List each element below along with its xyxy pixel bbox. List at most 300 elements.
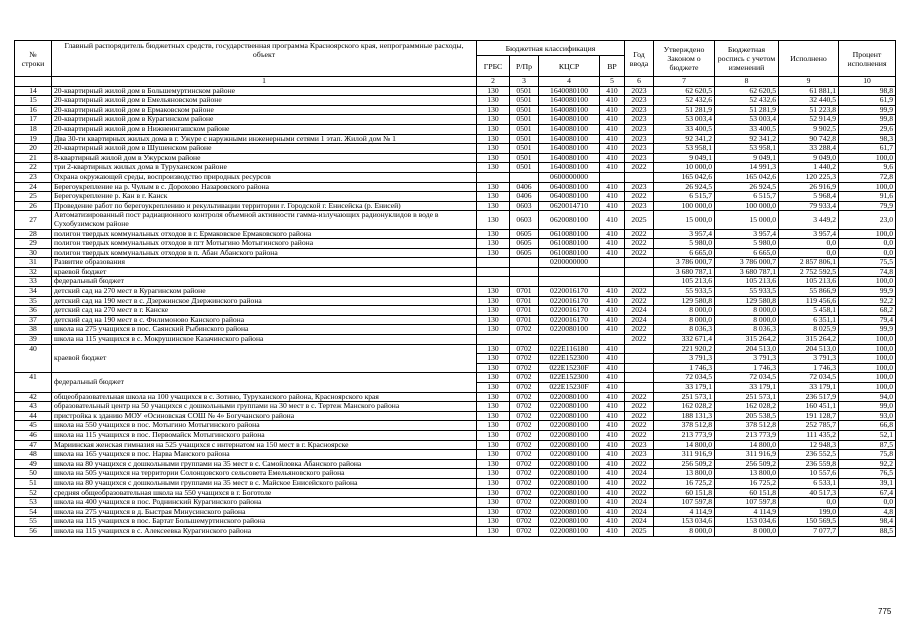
table-cell: 130 bbox=[477, 421, 510, 431]
table-cell: 130 bbox=[477, 239, 510, 249]
table-cell: 9 bbox=[779, 77, 839, 87]
table-cell: 2022 bbox=[625, 248, 654, 258]
table-cell: 120 225,3 bbox=[779, 172, 839, 182]
table-cell: 0702 bbox=[510, 402, 539, 412]
table-cell: школа на 80 учащихся с дошкольными группами на 35 мест в с. Майское Енисейского района bbox=[52, 478, 477, 488]
table-cell: 2022 bbox=[625, 488, 654, 498]
table-cell: 410 bbox=[600, 526, 625, 536]
table-cell: 130 bbox=[477, 450, 510, 460]
table-cell: 0702 bbox=[510, 469, 539, 479]
table-cell: 39 bbox=[15, 335, 52, 345]
table-cell: 410 bbox=[600, 124, 625, 134]
table-cell: 130 bbox=[477, 402, 510, 412]
table-cell: 2022 bbox=[625, 163, 654, 173]
table-cell: 8-квартирный жилой дом в Ужурском районе bbox=[52, 153, 477, 163]
table-cell: 16 725,2 bbox=[654, 478, 715, 488]
table-cell: 6 bbox=[625, 77, 654, 87]
table-cell: 39,1 bbox=[839, 478, 896, 488]
table-cell: 9 049,0 bbox=[779, 153, 839, 163]
table-cell: 0702 bbox=[510, 507, 539, 517]
table-cell: 35 bbox=[15, 296, 52, 306]
table-cell bbox=[625, 172, 654, 182]
table-cell bbox=[600, 335, 625, 345]
table-cell: 0501 bbox=[510, 134, 539, 144]
table-row bbox=[15, 335, 896, 345]
table-cell: 8 bbox=[715, 77, 779, 87]
table-cell: 2024 bbox=[625, 315, 654, 325]
table-cell: 5 980,0 bbox=[654, 239, 715, 249]
table-row bbox=[15, 402, 896, 412]
table-cell: 0702 bbox=[510, 488, 539, 498]
table-cell: Автоматизированный пост радиационного контроля объемной активности гамма-излучающих радионуклидов в воде в Сухобузимском районе bbox=[52, 211, 477, 229]
table-cell: 130 bbox=[477, 478, 510, 488]
table-cell: 1 bbox=[52, 77, 477, 87]
table-cell: 79,4 bbox=[839, 315, 896, 325]
table-cell: 3 957,4 bbox=[779, 229, 839, 239]
table-cell: 9 049,1 bbox=[715, 153, 779, 163]
table-cell: школа на 115 учащихся в пос. Первомайск Мотыгинского района bbox=[52, 430, 477, 440]
table-cell: 0501 bbox=[510, 105, 539, 115]
table-cell: 20-квартирный жилой дом в Емельяновском районе bbox=[52, 96, 477, 106]
table-cell: 410 bbox=[600, 153, 625, 163]
table-cell: детский сад на 270 мест в г. Канске bbox=[52, 306, 477, 316]
table-cell: 0501 bbox=[510, 124, 539, 134]
table-cell: 1 746,3 bbox=[654, 363, 715, 373]
table-row bbox=[15, 526, 896, 536]
table-cell: 236 552,5 bbox=[779, 450, 839, 460]
table-cell: 2024 bbox=[625, 517, 654, 527]
table-cell bbox=[510, 258, 539, 268]
table-cell: 2024 bbox=[625, 306, 654, 316]
table-cell: 0605 bbox=[510, 248, 539, 258]
table-cell: 1640080100 bbox=[539, 144, 600, 154]
table-cell: краевой бюджет bbox=[52, 267, 477, 277]
table-cell: 26 bbox=[15, 201, 52, 211]
table-cell: 8 036,3 bbox=[654, 325, 715, 335]
table-cell: 72 034,5 bbox=[779, 373, 839, 383]
table-cell: 130 bbox=[477, 430, 510, 440]
table-cell: 2025 bbox=[625, 211, 654, 229]
table-row bbox=[15, 507, 896, 517]
table-cell: 56 bbox=[15, 526, 52, 536]
table-cell: 62 620,5 bbox=[654, 86, 715, 96]
table-cell: 20-квартирный жилой дом в Ермаковском районе bbox=[52, 105, 477, 115]
table-cell: 40 bbox=[15, 344, 52, 373]
table-cell: 236 559,8 bbox=[779, 459, 839, 469]
table-row bbox=[15, 248, 896, 258]
table-cell: полигон твердых коммунальных отходов в пгт Мотыгино Мотыгинского района bbox=[52, 239, 477, 249]
budget-table-container bbox=[14, 40, 896, 537]
table-cell: 2 752 592,5 bbox=[779, 267, 839, 277]
table-cell: 410 bbox=[600, 287, 625, 297]
table-cell: 2023 bbox=[625, 153, 654, 163]
table-cell: 14 800,0 bbox=[715, 440, 779, 450]
table-cell: 55 933,5 bbox=[715, 287, 779, 297]
table-cell: 0701 bbox=[510, 287, 539, 297]
table-cell: 410 bbox=[600, 248, 625, 258]
table-cell bbox=[625, 354, 654, 364]
table-cell: 0702 bbox=[510, 478, 539, 488]
table-cell: 410 bbox=[600, 411, 625, 421]
table-cell: 20-квартирный жилой дом в Нижнеингашском районе bbox=[52, 124, 477, 134]
table-cell: 130 bbox=[477, 373, 510, 383]
table-row bbox=[15, 287, 896, 297]
table-cell: 0220080100 bbox=[539, 469, 600, 479]
table-cell: 0702 bbox=[510, 392, 539, 402]
table-cell: 0603 bbox=[510, 201, 539, 211]
table-cell: 410 bbox=[600, 182, 625, 192]
col-header-year: Год ввода bbox=[625, 41, 654, 77]
table-cell: 130 bbox=[477, 134, 510, 144]
table-cell: Охрана окружающей среды, воспроизводство природных ресурсов bbox=[52, 172, 477, 182]
table-cell: пристройка к зданию МОУ «Осиновская СОШ № 4» Богучанского района bbox=[52, 411, 477, 421]
table-cell: 1 746,3 bbox=[715, 363, 779, 373]
table-cell: 1640080100 bbox=[539, 105, 600, 115]
table-cell: 8 000,0 bbox=[715, 306, 779, 316]
table-cell: 72 034,5 bbox=[715, 373, 779, 383]
table-cell: 4,8 bbox=[839, 507, 896, 517]
table-cell: 107 597,8 bbox=[654, 498, 715, 508]
table-cell: три 2-квартирных жилых дома в Туруханском районе bbox=[52, 163, 477, 173]
table-cell: 37 bbox=[15, 315, 52, 325]
table-cell: 0406 bbox=[510, 192, 539, 202]
table-cell: 410 bbox=[600, 296, 625, 306]
col-header-executed: Исполнено bbox=[779, 41, 839, 77]
col-header-rpr: Р/Пр bbox=[510, 56, 539, 77]
table-cell: образовательный центр на 50 учащихся с дошкольными группами на 30 мест в с. Тертеж Манского района bbox=[52, 402, 477, 412]
table-cell: 4 bbox=[539, 77, 600, 87]
table-cell: 130 bbox=[477, 192, 510, 202]
table-cell: 0200000000 bbox=[539, 258, 600, 268]
table-cell: 20 bbox=[15, 144, 52, 154]
table-cell: 2024 bbox=[625, 498, 654, 508]
table-row bbox=[15, 498, 896, 508]
table-cell: 0640080100 bbox=[539, 192, 600, 202]
table-cell: 0220080100 bbox=[539, 507, 600, 517]
table-row bbox=[15, 450, 896, 460]
table-cell: 52 432,6 bbox=[715, 96, 779, 106]
table-cell: 0610080100 bbox=[539, 239, 600, 249]
table-cell: 49 bbox=[15, 459, 52, 469]
table-cell: 410 bbox=[600, 402, 625, 412]
table-cell: 0220080100 bbox=[539, 392, 600, 402]
table-cell: 0220080100 bbox=[539, 488, 600, 498]
table-cell: 0220080100 bbox=[539, 325, 600, 335]
table-cell: 130 bbox=[477, 182, 510, 192]
table-cell: 022E15230F bbox=[539, 363, 600, 373]
table-cell: 31 bbox=[15, 258, 52, 268]
table-row bbox=[15, 306, 896, 316]
table-cell: 191 128,7 bbox=[779, 411, 839, 421]
table-row bbox=[15, 430, 896, 440]
table-cell: 213 773,9 bbox=[715, 430, 779, 440]
table-cell bbox=[477, 277, 510, 287]
table-cell: 1640080100 bbox=[539, 134, 600, 144]
table-cell: 100,0 bbox=[839, 182, 896, 192]
table-cell: 6 515,7 bbox=[654, 192, 715, 202]
table-cell: 33 400,5 bbox=[715, 124, 779, 134]
table-cell: 2022 bbox=[625, 478, 654, 488]
table-cell: 87,5 bbox=[839, 440, 896, 450]
table-cell: 61 881,1 bbox=[779, 86, 839, 96]
table-cell: 2023 bbox=[625, 86, 654, 96]
table-cell: 1640080100 bbox=[539, 115, 600, 125]
table-cell: 38 bbox=[15, 325, 52, 335]
table-row bbox=[15, 373, 896, 383]
table-cell: 98,4 bbox=[839, 517, 896, 527]
table-cell: 2022 bbox=[625, 421, 654, 431]
table-cell bbox=[625, 344, 654, 354]
table-cell: 0501 bbox=[510, 163, 539, 173]
table-cell: 24 bbox=[15, 182, 52, 192]
table-row bbox=[15, 325, 896, 335]
table-cell: 72 034,5 bbox=[654, 373, 715, 383]
table-cell: 0702 bbox=[510, 440, 539, 450]
table-cell bbox=[477, 172, 510, 182]
table-cell: 2022 bbox=[625, 229, 654, 239]
table-cell: 26 924,5 bbox=[715, 182, 779, 192]
table-cell: школа на 275 учащихся в пос. Саянский Рыбинского района bbox=[52, 325, 477, 335]
table-cell: 130 bbox=[477, 469, 510, 479]
table-cell: 0220016170 bbox=[539, 287, 600, 297]
table-row bbox=[15, 229, 896, 239]
table-cell: 5 980,0 bbox=[715, 239, 779, 249]
table-cell: 3 786 000,7 bbox=[654, 258, 715, 268]
table-cell: 43 bbox=[15, 402, 52, 412]
table-row bbox=[15, 115, 896, 125]
table-cell: 14 800,0 bbox=[654, 440, 715, 450]
table-cell: 130 bbox=[477, 315, 510, 325]
budget-table bbox=[14, 40, 896, 537]
table-cell: 34 bbox=[15, 287, 52, 297]
table-cell: детский сад на 190 мест в с. Дзержинское Дзержинского района bbox=[52, 296, 477, 306]
table-cell: 022E116180 bbox=[539, 344, 600, 354]
table-cell: 8 000,0 bbox=[654, 526, 715, 536]
table-cell: 0501 bbox=[510, 153, 539, 163]
table-cell: школа на 115 учащихся в с. Мокрушинское Казачинского района bbox=[52, 335, 477, 345]
table-row bbox=[15, 469, 896, 479]
table-cell: 251 573,1 bbox=[654, 392, 715, 402]
table-cell: 0,0 bbox=[839, 248, 896, 258]
table-cell: 130 bbox=[477, 498, 510, 508]
table-cell: 0702 bbox=[510, 325, 539, 335]
table-cell: 3 bbox=[510, 77, 539, 87]
table-row bbox=[15, 392, 896, 402]
table-cell: 61,7 bbox=[839, 144, 896, 154]
table-cell: 2022 bbox=[625, 392, 654, 402]
table-cell: 130 bbox=[477, 507, 510, 517]
table-cell: 22 bbox=[15, 163, 52, 173]
table-cell: 213 773,9 bbox=[654, 430, 715, 440]
table-cell: 2022 bbox=[625, 287, 654, 297]
table-cell: общеобразовательная школа на 100 учащихся в с. Зотино, Туруханского района, Красноярского края bbox=[52, 392, 477, 402]
table-cell: 130 bbox=[477, 363, 510, 373]
table-cell: 68,2 bbox=[839, 306, 896, 316]
table-cell: 3 791,3 bbox=[715, 354, 779, 364]
table-cell: 14 bbox=[15, 86, 52, 96]
table-row bbox=[15, 144, 896, 154]
table-cell: 1640080100 bbox=[539, 86, 600, 96]
table-cell: 0501 bbox=[510, 144, 539, 154]
table-cell: 99,9 bbox=[839, 287, 896, 297]
table-cell: 51 281,9 bbox=[654, 105, 715, 115]
table-cell: 0220080100 bbox=[539, 402, 600, 412]
table-cell: 10 000,0 bbox=[654, 163, 715, 173]
table-cell: Два 30-ти квартирных жилых дома в г. Ужуре с наружными инженерными сетями 1 этап. Жилой дом № 1 bbox=[52, 134, 477, 144]
table-cell: 410 bbox=[600, 105, 625, 115]
table-cell: 100,0 bbox=[839, 277, 896, 287]
table-cell bbox=[625, 383, 654, 393]
table-cell bbox=[600, 258, 625, 268]
table-row bbox=[15, 277, 896, 287]
table-cell: 16 725,2 bbox=[715, 478, 779, 488]
table-cell: 2022 bbox=[625, 192, 654, 202]
table-cell: 107 597,8 bbox=[715, 498, 779, 508]
table-cell: 311 916,9 bbox=[654, 450, 715, 460]
table-cell: 1640080100 bbox=[539, 153, 600, 163]
table-cell: 0702 bbox=[510, 373, 539, 383]
table-cell: 129 580,8 bbox=[715, 296, 779, 306]
table-cell: 36 bbox=[15, 306, 52, 316]
table-cell: 162 028,2 bbox=[654, 402, 715, 412]
table-cell: 5 968,4 bbox=[779, 192, 839, 202]
col-header-vr: ВР bbox=[600, 56, 625, 77]
table-cell: 0220080100 bbox=[539, 517, 600, 527]
table-row bbox=[15, 182, 896, 192]
table-cell: 30 bbox=[15, 248, 52, 258]
table-cell: Развитие образования bbox=[52, 258, 477, 268]
table-cell: 8 000,0 bbox=[654, 315, 715, 325]
table-cell: 8 000,0 bbox=[654, 306, 715, 316]
table-cell: 410 bbox=[600, 507, 625, 517]
table-cell: 0501 bbox=[510, 115, 539, 125]
table-cell: 12 948,3 bbox=[779, 440, 839, 450]
table-row bbox=[15, 172, 896, 182]
table-cell: 98,8 bbox=[839, 86, 896, 96]
table-cell: 53 958,1 bbox=[715, 144, 779, 154]
col-header-budget-list: Бюджетная роспись с учетом изменений bbox=[715, 41, 779, 77]
table-cell: 410 bbox=[600, 363, 625, 373]
table-cell: 130 bbox=[477, 354, 510, 364]
table-cell: 410 bbox=[600, 96, 625, 106]
table-cell: 256 509,2 bbox=[654, 459, 715, 469]
table-cell: 130 bbox=[477, 325, 510, 335]
table-cell: 33 288,4 bbox=[779, 144, 839, 154]
table-cell: 2022 bbox=[625, 402, 654, 412]
table-cell: 51 bbox=[15, 478, 52, 488]
table-cell: 165 042,6 bbox=[715, 172, 779, 182]
table-cell: 0,0 bbox=[839, 498, 896, 508]
table-cell: 16 bbox=[15, 105, 52, 115]
table-cell: 022E152300 bbox=[539, 373, 600, 383]
table-cell: школа на 550 учащихся в пос. Мотыгино Мотыгинского района bbox=[52, 421, 477, 431]
table-cell: 0620080100 bbox=[539, 211, 600, 229]
table-cell bbox=[477, 267, 510, 277]
table-cell: 105 213,6 bbox=[779, 277, 839, 287]
table-cell: 188 131,3 bbox=[654, 411, 715, 421]
table-row bbox=[15, 124, 896, 134]
table-cell: Берегоукрепление на р. Чулым в с. Дорохово Назаровского района bbox=[52, 182, 477, 192]
table-cell: 410 bbox=[600, 383, 625, 393]
table-cell bbox=[510, 335, 539, 345]
table-cell: 3 791,3 bbox=[654, 354, 715, 364]
table-cell: 75,5 bbox=[839, 258, 896, 268]
column-index-row bbox=[15, 77, 896, 87]
table-cell: 205 538,5 bbox=[715, 411, 779, 421]
table-cell: 62 620,5 bbox=[715, 86, 779, 96]
table-cell: 0220016170 bbox=[539, 306, 600, 316]
table-cell: 55 866,9 bbox=[779, 287, 839, 297]
table-cell: 204 513,0 bbox=[779, 344, 839, 354]
table-cell: 2022 bbox=[625, 296, 654, 306]
table-cell: 3 680 787,1 bbox=[715, 267, 779, 277]
col-header-percent: Процент исполнения bbox=[839, 41, 896, 77]
table-cell: 410 bbox=[600, 306, 625, 316]
page-number: 775 bbox=[878, 607, 892, 616]
table-cell: 165 042,6 bbox=[654, 172, 715, 182]
table-cell: школа на 275 учащихся в д. Быстрая Минусинского района bbox=[52, 507, 477, 517]
table-cell: 48 bbox=[15, 450, 52, 460]
col-header-row-number: № строки bbox=[15, 41, 52, 77]
table-cell: 199,0 bbox=[779, 507, 839, 517]
col-header-grbs: ГРБС bbox=[477, 56, 510, 77]
table-cell bbox=[625, 363, 654, 373]
table-cell: 32 440,5 bbox=[779, 96, 839, 106]
table-cell: 410 bbox=[600, 478, 625, 488]
table-cell: 9 902,5 bbox=[779, 124, 839, 134]
table-cell: 3 957,4 bbox=[715, 229, 779, 239]
table-cell: 33 179,1 bbox=[715, 383, 779, 393]
table-cell: 2023 bbox=[625, 124, 654, 134]
table-cell: 410 bbox=[600, 421, 625, 431]
table-cell bbox=[539, 267, 600, 277]
table-cell: 2 857 806,1 bbox=[779, 258, 839, 268]
table-cell: 378 512,8 bbox=[654, 421, 715, 431]
table-cell: 130 bbox=[477, 96, 510, 106]
table-cell: 75,8 bbox=[839, 450, 896, 460]
table-cell: 100,0 bbox=[839, 363, 896, 373]
table-cell: 28 bbox=[15, 229, 52, 239]
table-cell: 0702 bbox=[510, 411, 539, 421]
table-cell bbox=[600, 267, 625, 277]
table-cell: 52 432,6 bbox=[654, 96, 715, 106]
table-cell bbox=[510, 172, 539, 182]
table-cell: 410 bbox=[600, 86, 625, 96]
table-cell: 42 bbox=[15, 392, 52, 402]
table-cell: 0220080100 bbox=[539, 421, 600, 431]
table-cell: 66,8 bbox=[839, 421, 896, 431]
table-cell: 2023 bbox=[625, 115, 654, 125]
table-row bbox=[15, 478, 896, 488]
table-cell: 79 933,4 bbox=[779, 201, 839, 211]
table-cell: средняя общеобразовательная школа на 550 учащихся в г. Боготоле bbox=[52, 488, 477, 498]
table-cell: 105 213,6 bbox=[715, 277, 779, 287]
table-cell: 130 bbox=[477, 105, 510, 115]
table-body bbox=[15, 77, 896, 537]
table-cell: 2022 bbox=[625, 325, 654, 335]
table-cell: 99,9 bbox=[839, 105, 896, 115]
col-header-name: Главный распорядитель бюджетных средств, государственная программа Красноярского края, непрограммные расходы, объект bbox=[52, 41, 477, 77]
table-cell: 0702 bbox=[510, 450, 539, 460]
table-cell: 130 bbox=[477, 488, 510, 498]
table-cell: 378 512,8 bbox=[715, 421, 779, 431]
table-cell: 3 449,2 bbox=[779, 211, 839, 229]
table-cell: 2023 bbox=[625, 144, 654, 154]
table-cell: школа на 400 учащихся в пос. Роднинский Курагинского района bbox=[52, 498, 477, 508]
table-cell: 0702 bbox=[510, 421, 539, 431]
table-cell: 100,0 bbox=[839, 354, 896, 364]
table-cell: полигон твердых коммунальных отходов в п. Абан Абанского района bbox=[52, 248, 477, 258]
